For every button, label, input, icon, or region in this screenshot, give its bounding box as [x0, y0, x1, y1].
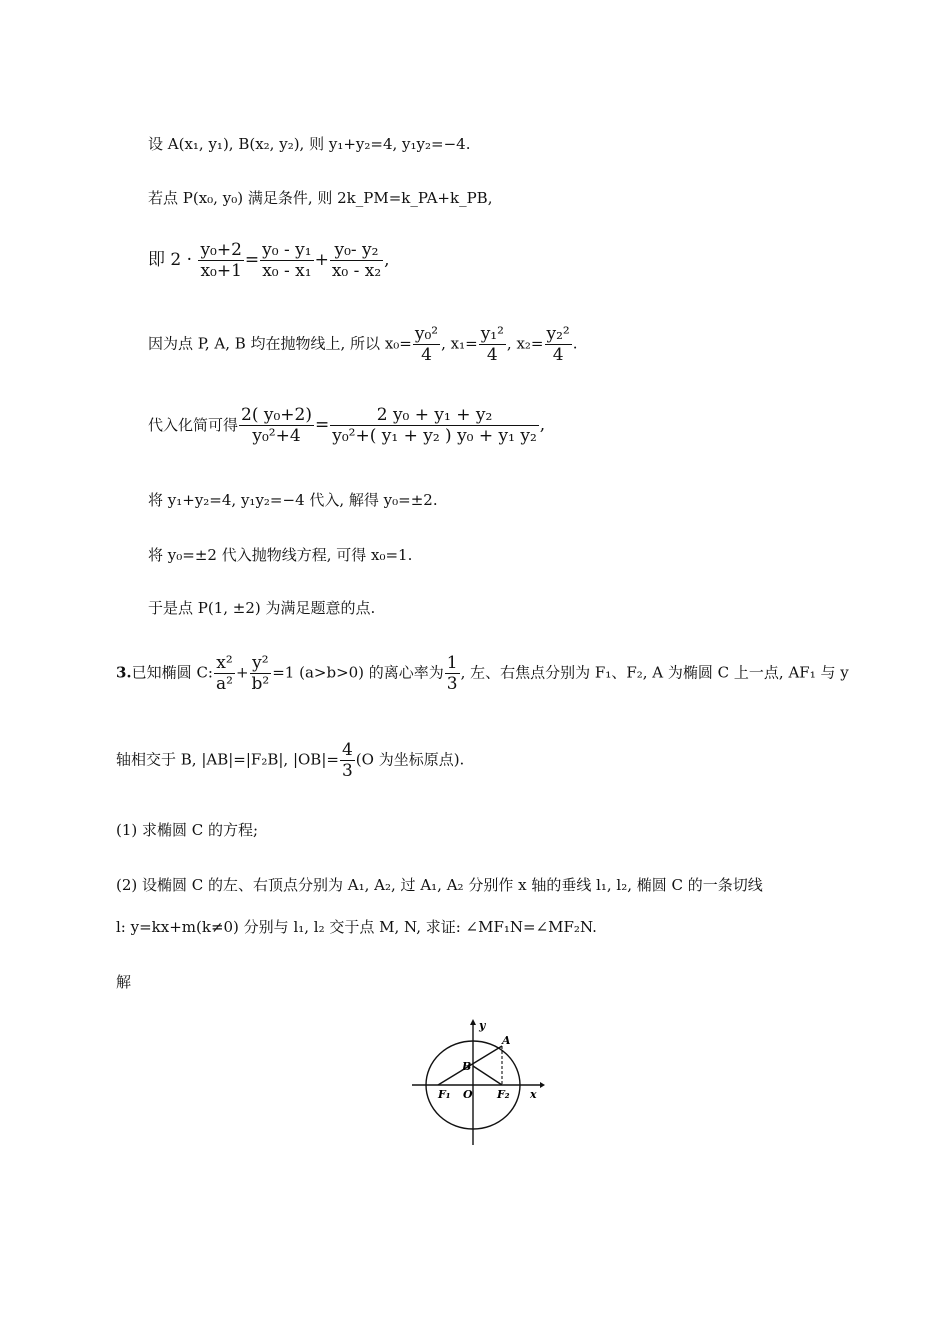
question-3-line-2: 轴相交于 B, |AB|=|F₂B|, |OB|= $\frac{4}{3}$ (O 为坐标原点). [116, 740, 465, 781]
label-B: B [462, 1060, 472, 1073]
part-2-line-1: (2) 设椭圆 C 的左、右顶点分别为 A₁, A₂, 过 A₁, A₂ 分别作 x 轴的垂线 l₁, l₂, 椭圆 C 的一条切线 [116, 876, 763, 894]
question-number: 3. [116, 663, 132, 682]
text-line-2: 若点 P(x₀, y₀) 满足条件, 则 2k_PM=k_PA+k_PB, [148, 189, 493, 207]
ellipse-diagram [410, 1017, 545, 1147]
eq4-frac2: $\frac{\text{y₁²}}{4}$ [480, 324, 504, 365]
eq5-frac1: $\frac{\text{2( y₀+2)}}{\text{y₀²+4}}$ [241, 405, 312, 446]
part-2-line-2: l: y=kx+m(k≠0) 分别与 l₁, l₂ 交于点 M, N, 求证: ∠MF₁N=∠MF₂N. [116, 918, 597, 936]
text-line-8: 于是点 P(1, ±2) 为满足题意的点. [148, 599, 376, 617]
equation-line-4: 因为点 P, A, B 均在抛物线上, 所以 x₀= $\frac{\text{y₀²}}{4}$ , x₁= $\frac{\text{y₁²}}{4}$ , x₂= $\frac{\text{y₂²}}{4}$ . [148, 324, 578, 365]
text-line-6: 将 y₁+y₂=4, y₁y₂=−4 代入, 解得 y₀=±2. [148, 491, 438, 509]
x-axis-arrow [540, 1082, 545, 1088]
equation-line-3: 即 2 · $\frac{\text{y₀+2}}{\text{x₀+1}}$ = $\frac{\text{y₀ - y₁}}{\text{x₀ - x₁}}$ + $\frac{\text{y₀- y₂}}{\text{x₀ - x₂}}$ , [148, 240, 390, 281]
question-3-line-1: 3.已知椭圆 C: $\frac{\text{x²}}{\text{a²}}$ + $\frac{\text{y²}}{\text{b²}}$ =1 (a>b>0) 的离心率为 $\frac{1}{3}$ , 左、右焦点分别为 F₁、F₂, A 为椭圆 C 上一点, AF₁ 与 y [116, 653, 849, 694]
eq3-frac3: $\frac{\text{y₀- y₂}}{\text{x₀ - x₂}}$ [331, 240, 382, 281]
label-F1: F₁ [438, 1088, 451, 1101]
part-1: (1) 求椭圆 C 的方程; [116, 821, 259, 839]
equation-line-5: 代入化简可得 $\frac{\text{2( y₀+2)}}{\text{y₀²+4}}$ = $\frac{\text{2 y₀ + y₁ + y₂}}{\text{y₀²+( y₁ + y₂ ) y₀ + y₁ y₂}}$ , [148, 405, 546, 446]
text-line-1: 设 A(x₁, y₁), B(x₂, y₂), 则 y₁+y₂=4, y₁y₂=−4. [148, 135, 471, 153]
eq3-frac2: $\frac{\text{y₀ - y₁}}{\text{x₀ - x₁}}$ [262, 240, 312, 281]
eq3-prefix: 即 2 · [148, 250, 193, 270]
q3-frac-x: $\frac{\text{x²}}{\text{a²}}$ [215, 653, 233, 694]
label-x: x [530, 1088, 537, 1101]
text-line-7: 将 y₀=±2 代入抛物线方程, 可得 x₀=1. [148, 546, 413, 564]
segment-b-f2 [473, 1066, 502, 1085]
solution-label: 解 [116, 973, 132, 991]
label-O: O [463, 1088, 473, 1101]
y-axis-arrow [470, 1019, 476, 1025]
q3-frac-y: $\frac{\text{y²}}{\text{b²}}$ [251, 653, 270, 694]
eq4-frac1: $\frac{\text{y₀²}}{4}$ [414, 324, 439, 365]
label-y: y [479, 1019, 486, 1032]
eq3-frac1: $\frac{\text{y₀+2}}{\text{x₀+1}}$ [200, 240, 242, 281]
eq4-frac3: $\frac{\text{y₂²}}{4}$ [546, 324, 570, 365]
q3-frac-ob: $\frac{4}{3}$ [341, 740, 353, 781]
label-A: A [502, 1034, 511, 1047]
eq5-frac2: $\frac{\text{2 y₀ + y₁ + y₂}}{\text{y₀²+( y₁ + y₂ ) y₀ + y₁ y₂}}$ [332, 405, 537, 446]
q3-frac-e: $\frac{1}{3}$ [446, 653, 458, 694]
label-F2: F₂ [497, 1088, 510, 1101]
